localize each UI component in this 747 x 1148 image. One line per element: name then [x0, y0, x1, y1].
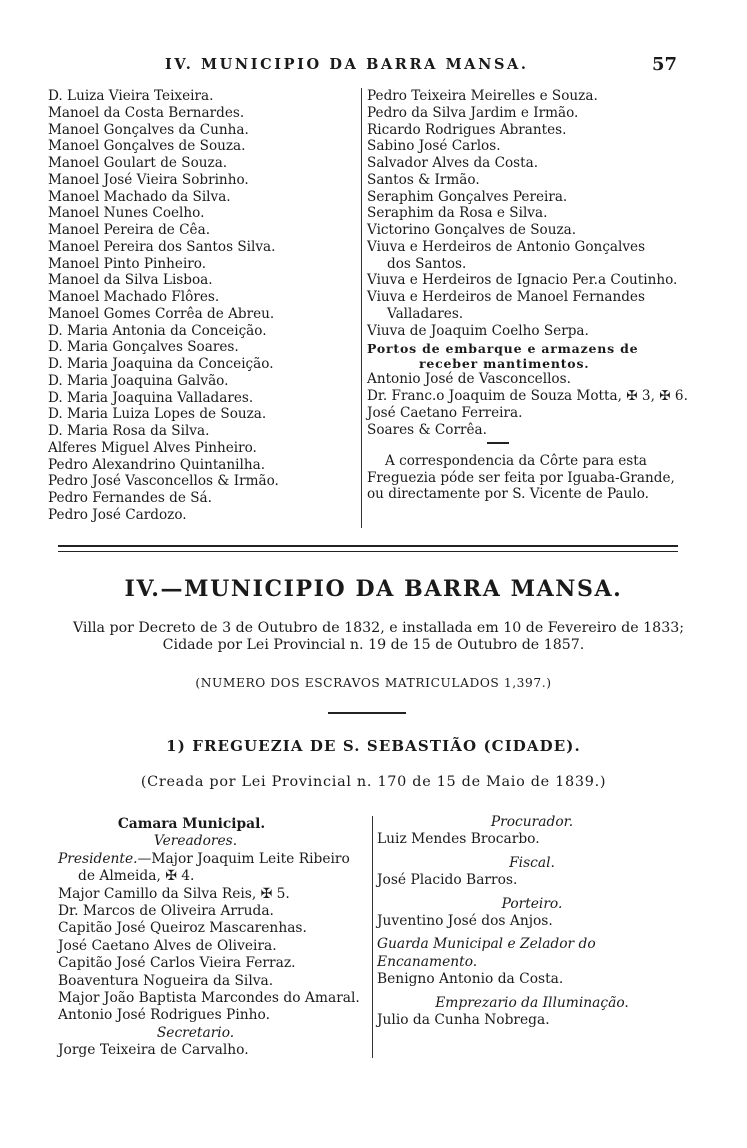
- official-role: Emprezario da Illuminação.: [435, 994, 629, 1011]
- running-head: [0, 56, 747, 78]
- section-intro: [0, 620, 747, 654]
- official-name: Juventino José dos Anjos.: [377, 913, 553, 930]
- list-item: D. Maria Joaquina Valladares.: [48, 389, 254, 406]
- vereadores-label: Vereadores.: [153, 833, 238, 850]
- bottom-column-divider: [372, 816, 373, 1058]
- official-name: Julio da Cunha Nobrega.: [377, 1012, 550, 1029]
- list-item: Manoel da Silva Lisboa.: [48, 272, 213, 289]
- list-item: Sabino José Carlos.: [367, 138, 501, 155]
- member-item: Major João Baptista Marcondes do Amaral.: [58, 990, 360, 1007]
- port-item: Soares & Corrêa.: [367, 421, 487, 438]
- section-double-rule: [58, 545, 678, 552]
- list-item: Manoel Goulart de Souza.: [48, 155, 228, 171]
- port-item: José Caetano Ferreira.: [367, 404, 523, 421]
- parish-title: 1) FREGUEZIA DE S. SEBASTIÃO (CIDADE).: [166, 737, 581, 755]
- widow-entry-line: Viuva e Herdeiros de Ignacio Per.a Coutinho.: [367, 272, 678, 289]
- note-line: ou directamente por S. Vicente de Paulo.: [367, 486, 649, 503]
- member-item: Antonio José Rodrigues Pinho.: [58, 1007, 270, 1024]
- ports-heading-line: Portos de embarque e armazens de: [367, 341, 639, 357]
- list-item: Manoel Gonçalves da Cunha.: [48, 121, 249, 138]
- list-item: Santos & Irmão.: [367, 171, 480, 188]
- president-line: [58, 851, 373, 868]
- page-number: 57: [652, 54, 678, 75]
- widow-entry-continuation: Valladares.: [387, 305, 464, 322]
- correspondence-note: [367, 453, 692, 503]
- member-item: Dr. Marcos de Oliveira Arruda.: [58, 903, 274, 920]
- top-left-name-list: [48, 88, 358, 524]
- section-title: IV.—MUNICIPIO DA BARRA MANSA.: [124, 576, 623, 602]
- list-item: Victorino Gonçalves de Souza.: [367, 222, 577, 238]
- list-item: Pedro José Vasconcellos & Irmão.: [48, 473, 279, 490]
- widow-entry-line: Viuva de Joaquim Coelho Serpa.: [367, 322, 589, 339]
- list-item: Pedro Teixeira Meirelles e Souza.: [367, 88, 598, 104]
- official-role: Guarda Municipal e Zelador do Encanamento.: [377, 936, 596, 970]
- widow-entry-line: Viuva e Herdeiros de Antonio Gonçalves: [367, 238, 646, 255]
- slaves-count-note: (NUMERO DOS ESCRAVOS MATRICULADOS 1,397.): [195, 676, 552, 690]
- widow-entry-continuation: dos Santos.: [387, 255, 467, 272]
- member-item: Boaventura Nogueira da Silva.: [58, 972, 274, 989]
- list-item: D. Maria Antonia da Conceição.: [48, 322, 267, 339]
- member-item: Capitão José Carlos Vieira Ferraz.: [58, 955, 296, 972]
- intro-line: Cidade por Lei Provincial n. 19 de 15 de Outubro de 1857.: [162, 637, 585, 653]
- list-item: Alferes Miguel Alves Pinheiro.: [48, 439, 257, 456]
- president-name: Major Joaquim Leite Ribeiro: [151, 850, 350, 867]
- widow-entry-line: Viuva e Herdeiros de Manoel Fernandes: [367, 289, 645, 305]
- camara-heading: Camara Municipal.: [117, 816, 266, 832]
- port-item: Antonio José de Vasconcellos.: [367, 371, 571, 388]
- list-item: Pedro José Cardozo.: [48, 506, 187, 523]
- note-line: A correspondencia da Côrte para esta: [385, 453, 647, 470]
- list-item: Manoel Nunes Coelho.: [48, 205, 205, 222]
- official-role: Porteiro.: [501, 895, 563, 912]
- short-rule: [328, 712, 406, 714]
- list-item: Pedro Alexandrino Quintanilha.: [48, 456, 266, 473]
- list-item: D. Maria Joaquina Galvão.: [48, 372, 229, 389]
- official-name: Benigno Antonio da Costa.: [377, 971, 564, 988]
- list-item: Manoel Machado Flôres.: [48, 289, 220, 305]
- ports-heading: [367, 341, 692, 371]
- official-role: Procurador.: [490, 814, 574, 830]
- list-item: D. Luiza Vieira Teixeira.: [48, 88, 214, 104]
- port-item: Dr. Franc.o Joaquim de Souza Motta, ✠ 3, ✠ 6.: [367, 388, 688, 404]
- official-role: Fiscal.: [509, 854, 555, 871]
- member-item: Capitão José Queiroz Mascarenhas.: [58, 920, 307, 937]
- list-item: Seraphim Gonçalves Pereira.: [367, 188, 568, 205]
- list-item: Manoel Machado da Silva.: [48, 188, 231, 205]
- list-item: D. Maria Gonçalves Soares.: [48, 339, 239, 356]
- list-item: Manoel Pereira dos Santos Silva.: [48, 238, 276, 255]
- list-item: Seraphim da Rosa e Silva.: [367, 205, 548, 222]
- camara-municipal-column: [58, 816, 373, 1060]
- list-item: Manoel Gonçalves de Souza.: [48, 138, 246, 155]
- list-item: Manoel José Vieira Sobrinho.: [48, 171, 249, 188]
- list-item: Ricardo Rodrigues Abrantes.: [367, 121, 567, 138]
- secretario-name: Jorge Teixeira de Carvalho.: [58, 1042, 249, 1059]
- intro-line: Villa por Decreto de 3 de Outubro de 1832, e installada em 10 de Fevereiro de 1833;: [72, 620, 685, 636]
- top-right-name-list: [367, 88, 692, 503]
- running-title: IV. MUNICIPIO DA BARRA MANSA.: [165, 56, 529, 73]
- top-column-divider: [361, 88, 362, 528]
- note-line: Freguezia póde ser feita por Iguaba-Grande,: [367, 469, 675, 486]
- list-item: Salvador Alves da Costa.: [367, 155, 539, 171]
- list-item: D. Maria Rosa da Silva.: [48, 423, 210, 439]
- parish-created-note: (Creada por Lei Provincial n. 170 de 15 de Maio de 1839.): [140, 774, 607, 790]
- official-name: Luiz Mendes Brocarbo.: [377, 831, 540, 848]
- ports-heading-line: receber mantimentos.: [419, 356, 590, 372]
- list-item: Manoel da Costa Bernardes.: [48, 104, 245, 121]
- list-item: D. Maria Luiza Lopes de Souza.: [48, 406, 267, 423]
- president-name-continuation: de Almeida, ✠ 4.: [78, 868, 195, 885]
- member-item: Major Camillo da Silva Reis, ✠ 5.: [58, 885, 290, 902]
- member-item: José Caetano Alves de Oliveira.: [58, 937, 277, 954]
- list-item: Pedro da Silva Jardim e Irmão.: [367, 104, 579, 121]
- list-item: D. Maria Joaquina da Conceição.: [48, 356, 274, 372]
- official-name: José Placido Barros.: [377, 872, 518, 889]
- list-item: Manoel Pereira de Cêa.: [48, 222, 211, 238]
- president-role: Presidente.—: [58, 850, 152, 867]
- list-item: Manoel Pinto Pinheiro.: [48, 255, 207, 272]
- short-dash-divider: [487, 442, 509, 449]
- officials-column: [377, 814, 707, 1029]
- list-item: Pedro Fernandes de Sá.: [48, 490, 212, 506]
- secretario-label: Secretario.: [156, 1024, 235, 1041]
- list-item: Manoel Gomes Corrêa de Abreu.: [48, 305, 275, 322]
